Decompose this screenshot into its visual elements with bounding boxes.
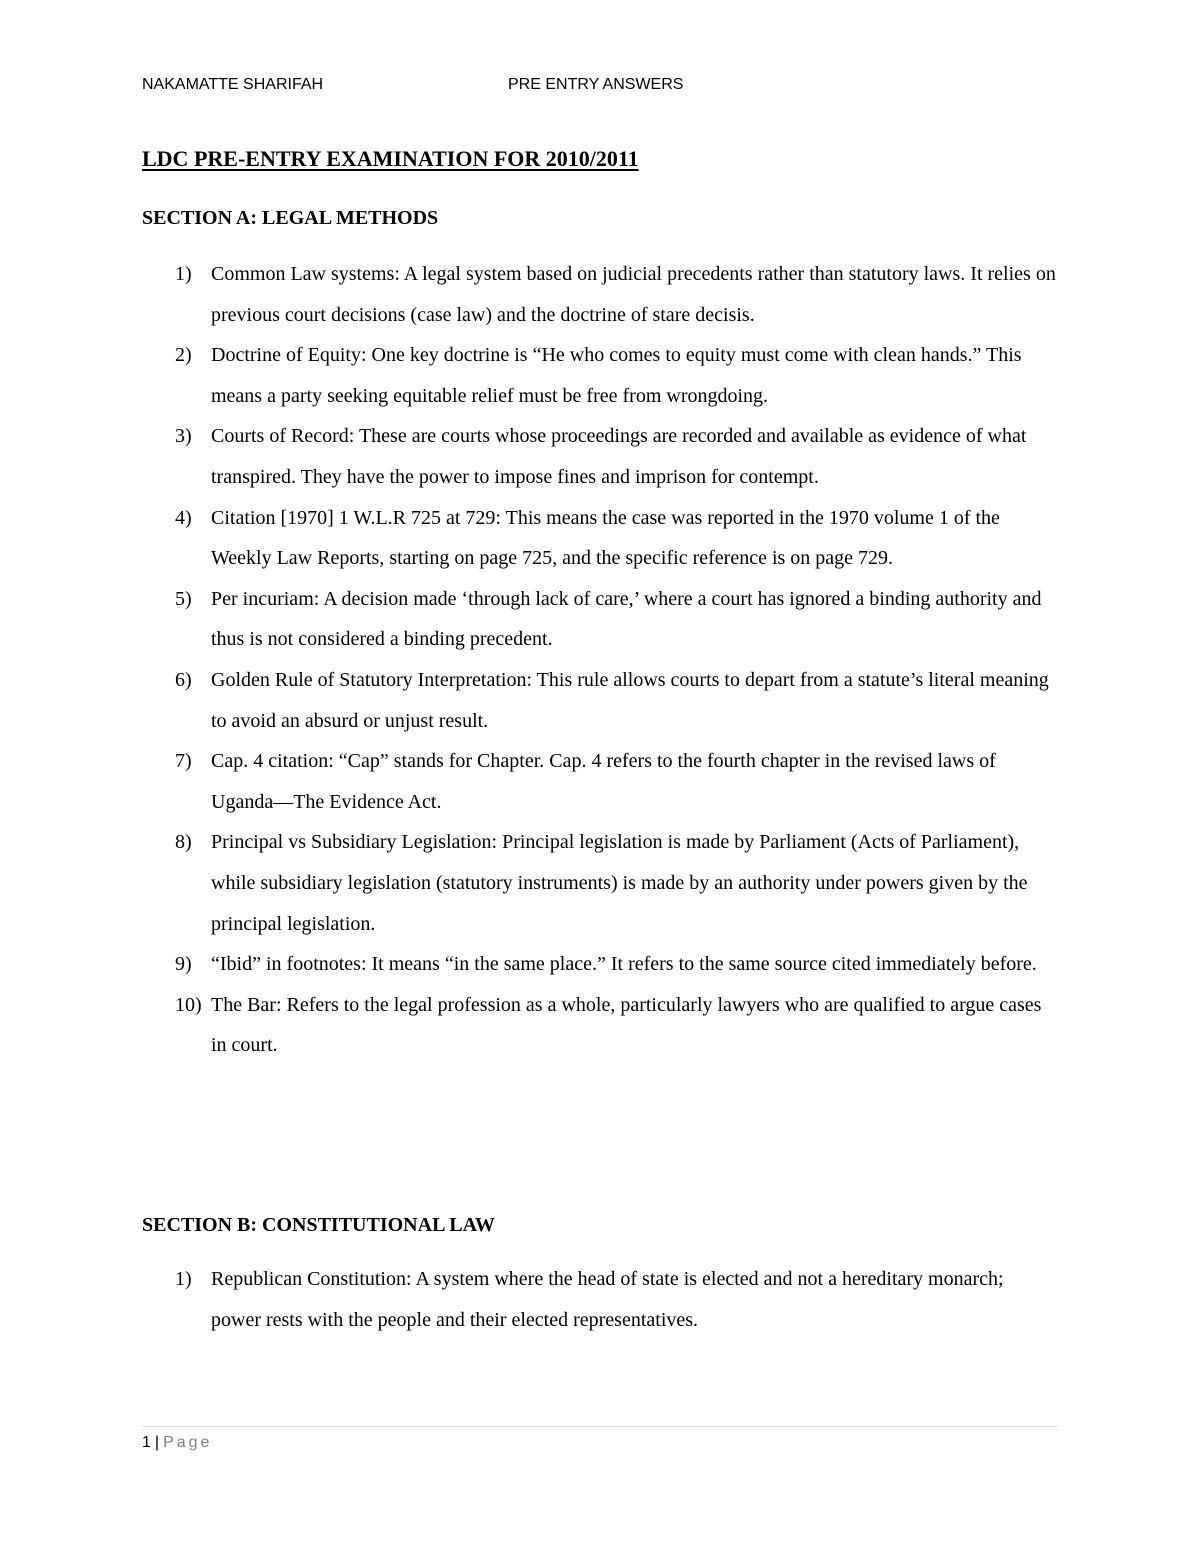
item-text: Principal vs Subsidiary Legislation: Principal legislation is made by Parliament (Acts of Parliament), while subsidiary legislation (statutory instruments) is made by an authority under powers given by the principal legislation. [211,831,1028,935]
item-number: 2) [175,344,192,367]
item-number: 7) [175,750,192,773]
list-item [142,498,1058,579]
header-document-label: PRE ENTRY ANSWERS [508,76,684,93]
list-item [142,985,1058,1066]
list-item [142,741,1058,822]
item-text: Per incuriam: A decision made ‘through lack of care,’ where a court has ignored a binding authority and thus is not considered a binding precedent. [211,587,1042,651]
item-number: 6) [175,668,192,691]
item-text: Common Law systems: A legal system based on judicial precedents rather than statutory laws. It relies on previous court decisions (case law) and the doctrine of stare decisis. [211,263,1056,326]
item-text: “Ibid” in footnotes: It means “in the same place.” It refers to the same source cited immediately before. [211,953,1037,976]
item-number: 1) [175,1268,192,1290]
list-item [142,416,1058,497]
list-item [142,1259,1058,1340]
item-text: Courts of Record: These are courts whose proceedings are recorded and available as evidence of what transpired. They have the power to impose fines and imprison for contempt. [211,425,1027,488]
list-item [142,335,1058,416]
item-text: The Bar: Refers to the legal profession as a whole, particularly lawyers who are qualified to argue cases in court. [211,993,1042,1057]
item-text: Cap. 4 citation: “Cap” stands for Chapter. Cap. 4 refers to the fourth chapter in the revised laws of Uganda—The Evidence Act. [211,750,996,813]
page-header [142,76,1058,98]
footer-divider [142,1426,1058,1427]
item-text: Citation [1970] 1 W.L.R 725 at 729: This means the case was reported in the 1970 volume 1 of the Weekly Law Reports, starting on page 725, and the specific reference is on page 729. [211,506,1000,570]
document-title: LDC PRE-ENTRY EXAMINATION FOR 2010/2011 [142,146,639,171]
item-number: 1) [175,263,192,285]
list-item [142,660,1058,741]
item-text: Doctrine of Equity: One key doctrine is “He who comes to equity must come with clean hands.” This means a party seeking equitable relief must be free from wrongdoing. [211,344,1022,407]
section-b-heading: SECTION B: CONSTITUTIONAL LAW [142,1214,495,1236]
item-text: Golden Rule of Statutory Interpretation: This rule allows courts to depart from a statute’s literal meaning to avoid an absurd or unjust result. [211,668,1049,732]
header-author: NAKAMATTE SHARIFAH [142,76,324,93]
list-item [142,254,1058,335]
section-b-list [142,1259,1058,1340]
item-number: 3) [175,425,192,448]
list-item [142,822,1058,944]
item-number: 9) [175,953,192,976]
page-footer [142,1434,212,1452]
item-number: 8) [175,831,192,854]
item-number: 4) [175,506,192,529]
page-word: Page [163,1434,213,1451]
page-number: 1 [142,1434,151,1451]
list-item [142,944,1058,985]
footer-separator: | [154,1434,160,1451]
item-number: 5) [175,587,192,610]
item-number: 10) [175,993,202,1016]
section-a-heading: SECTION A: LEGAL METHODS [142,207,439,229]
list-item [142,579,1058,660]
item-text: Republican Constitution: A system where the head of state is elected and not a hereditary monarch; power rests with the people and their elected representatives. [211,1268,1004,1331]
section-a-list [142,254,1058,1066]
